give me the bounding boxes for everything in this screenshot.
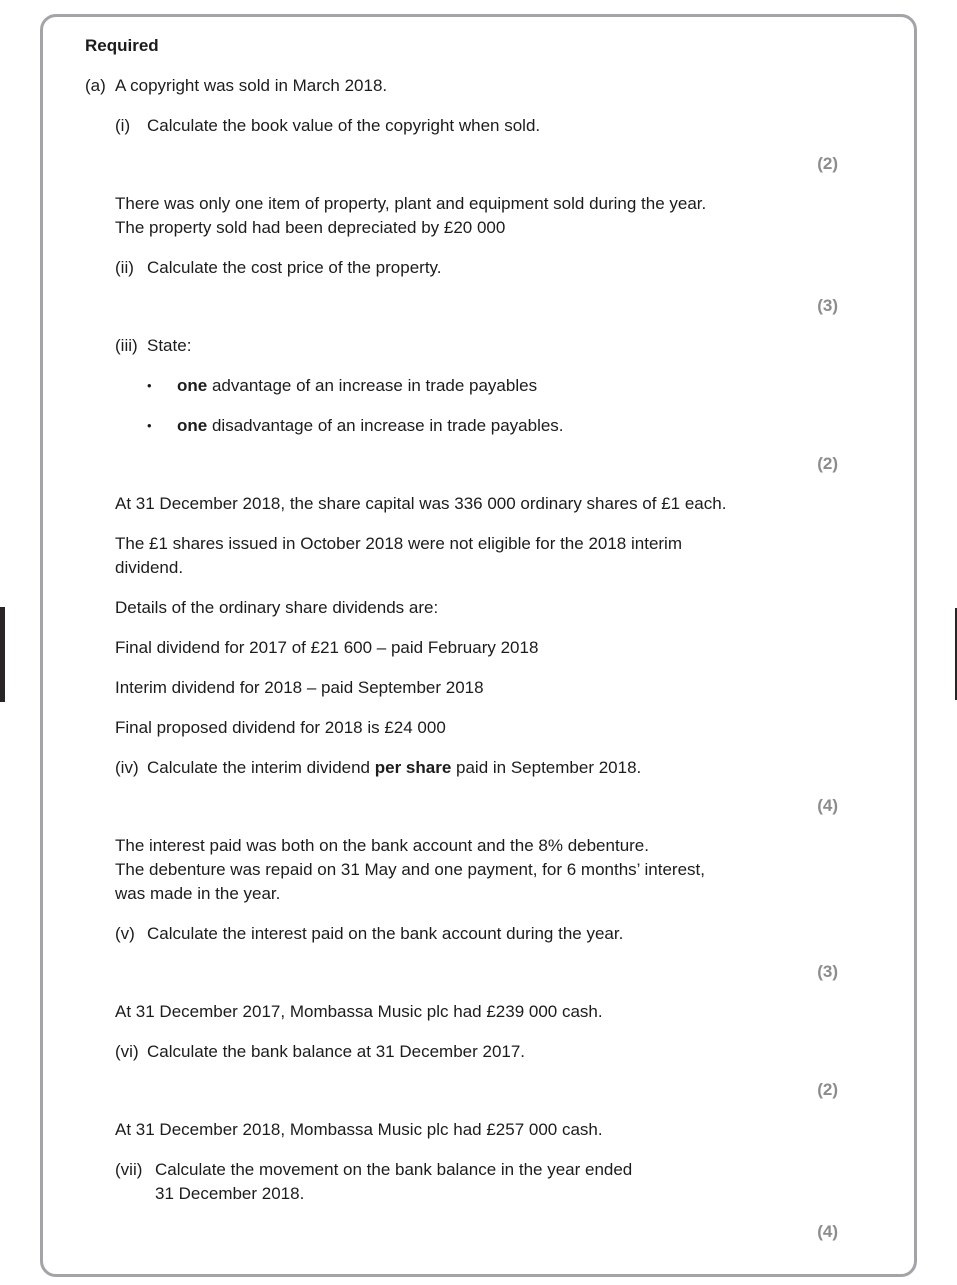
para-interest <box>115 834 838 906</box>
para-cash-2017: At 31 December 2017, Mombassa Music plc had £239 000 cash. <box>115 1002 603 1021</box>
bullet-disadvantage-rest: disadvantage of an increase in trade payables. <box>207 416 564 435</box>
para-interim-dividend-2018: Interim dividend for 2018 – paid September 2018 <box>115 678 484 697</box>
para-final-dividend-2017: Final dividend for 2017 of £21 600 – paid February 2018 <box>115 638 539 657</box>
part-a-label: (a) <box>85 76 106 95</box>
bullet-disadvantage-bold: one <box>177 416 208 435</box>
para-interest-line1: The interest paid was both on the bank account and the 8% debenture. <box>115 836 649 855</box>
para-interest-line3: was made in the year. <box>115 884 281 903</box>
marks-question-v: (3) <box>817 962 838 981</box>
question-vi-label: (vi) <box>115 1042 139 1061</box>
para-property-line1: There was only one item of property, plant and equipment sold during the year. <box>115 194 707 213</box>
para-interest-line2: The debenture was repaid on 31 May and one payment, for 6 months’ interest, <box>115 860 705 879</box>
bullet-disadvantage <box>147 414 838 438</box>
bullet-advantage <box>147 374 838 398</box>
question-iv-text-after: paid in September 2018. <box>451 758 642 777</box>
para-shares-issued-line1: The £1 shares issued in October 2018 were not eligible for the 2018 interim <box>115 534 682 553</box>
question-ii-text: Calculate the cost price of the property. <box>147 258 442 277</box>
marks-question-iii: (2) <box>817 454 838 473</box>
question-vii-line1: Calculate the movement on the bank balance in the year ended <box>155 1160 633 1179</box>
bullet-disadvantage-text <box>177 414 564 438</box>
required-heading: Required <box>85 36 159 55</box>
question-iv-text-before: Calculate the interim dividend <box>147 758 375 777</box>
question-v <box>115 922 838 946</box>
left-edge-registration-mark <box>0 607 5 702</box>
question-vii-text <box>155 1158 632 1206</box>
question-iv-text <box>147 756 641 780</box>
question-iii <box>115 334 838 358</box>
part-a-text: A copyright was sold in March 2018. <box>115 76 388 95</box>
bullet-icon: • <box>147 378 152 393</box>
question-v-label: (v) <box>115 924 135 943</box>
marks-question-vii: (4) <box>817 1222 838 1241</box>
question-iv-label: (iv) <box>115 758 139 777</box>
para-final-proposed-2018: Final proposed dividend for 2018 is £24 000 <box>115 718 446 737</box>
para-property <box>115 192 838 240</box>
question-i-label: (i) <box>115 116 131 135</box>
part-a <box>85 74 838 98</box>
marks-question-vi: (2) <box>817 1080 838 1099</box>
para-share-capital: At 31 December 2018, the share capital was 336 000 ordinary shares of £1 each. <box>115 494 727 513</box>
para-shares-issued <box>115 532 838 580</box>
para-dividend-details: Details of the ordinary share dividends are: <box>115 598 439 617</box>
para-shares-issued-line2: dividend. <box>115 558 184 577</box>
question-vi-text: Calculate the bank balance at 31 December 2017. <box>147 1042 526 1061</box>
para-property-line2: The property sold had been depreciated by £20 000 <box>115 218 506 237</box>
question-iii-label: (iii) <box>115 336 138 355</box>
question-border-box <box>40 14 917 1277</box>
para-cash-2018: At 31 December 2018, Mombassa Music plc had £257 000 cash. <box>115 1120 603 1139</box>
question-ii-label: (ii) <box>115 258 134 277</box>
marks-question-ii: (3) <box>817 296 838 315</box>
question-content <box>43 17 914 1244</box>
question-vii-label: (vii) <box>115 1160 143 1179</box>
question-i-text: Calculate the book value of the copyright when sold. <box>147 116 541 135</box>
bullet-advantage-text <box>177 374 537 398</box>
question-vi <box>115 1040 838 1064</box>
question-vii-line2: 31 December 2018. <box>155 1184 305 1203</box>
bullet-icon: • <box>147 418 152 433</box>
question-i <box>115 114 838 138</box>
question-iv-bold: per share <box>374 758 452 777</box>
question-vii <box>115 1158 838 1206</box>
question-iii-text: State: <box>147 336 192 355</box>
bullet-advantage-rest: advantage of an increase in trade payables <box>207 376 538 395</box>
bullet-advantage-bold: one <box>177 376 208 395</box>
marks-question-iv: (4) <box>817 796 838 815</box>
question-v-text: Calculate the interest paid on the bank account during the year. <box>147 924 624 943</box>
question-ii <box>115 256 838 280</box>
question-iv <box>115 756 838 780</box>
marks-question-i: (2) <box>817 154 838 173</box>
